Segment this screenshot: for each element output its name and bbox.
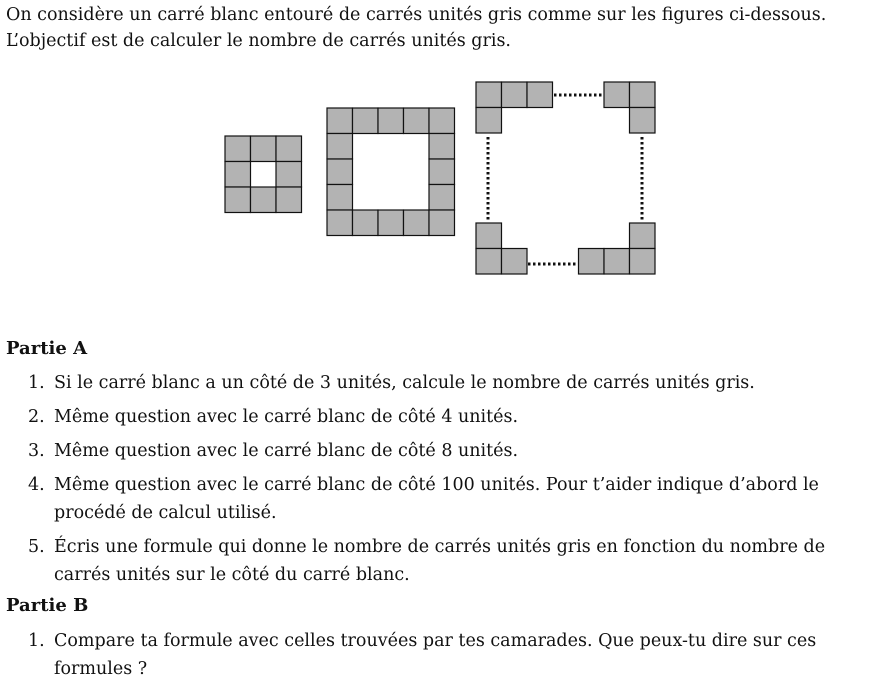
grey-unit-square: [378, 210, 404, 236]
grey-unit-square: [251, 187, 277, 213]
grey-unit-square: [276, 162, 302, 188]
figure-small-square: [225, 136, 302, 213]
grey-unit-square: [502, 249, 528, 275]
question-number: 1.: [28, 373, 45, 393]
grey-unit-square: [604, 249, 630, 275]
grey-unit-square: [251, 136, 277, 162]
grey-unit-square: [327, 185, 353, 211]
grey-unit-square: [604, 82, 630, 108]
grey-unit-square: [404, 108, 430, 134]
question-text: Compare ta formule avec celles trouvées par tes camarades. Que peux-tu dire sur ces formules ?: [54, 631, 817, 679]
question-number: 2.: [28, 407, 45, 427]
grey-unit-square: [630, 82, 656, 108]
figures-illustration: [0, 78, 894, 283]
grey-unit-square: [225, 187, 251, 213]
question-text: Même question avec le carré blanc de côté 8 unités.: [54, 441, 519, 461]
grey-unit-square: [276, 187, 302, 213]
question-a4: [28, 471, 886, 527]
grey-unit-square: [527, 82, 553, 108]
question-text: Écris une formule qui donne le nombre de carrés unités gris en fonction du nombre de carrés unités sur le côté du carré blanc.: [54, 537, 826, 585]
question-text: Si le carré blanc a un côté de 3 unités, calcule le nombre de carrés unités gris.: [54, 373, 755, 393]
question-number: 3.: [28, 441, 45, 461]
grey-unit-square: [404, 210, 430, 236]
question-a3: [28, 437, 886, 465]
grey-unit-square: [476, 82, 502, 108]
grey-unit-square: [476, 249, 502, 275]
grey-unit-square: [225, 136, 251, 162]
question-a1: [28, 369, 886, 397]
intro-text: On considère un carré blanc entouré de carrés unités gris comme sur les figures ci-dessous. L’objectif est de calculer le nombre de carrés unités gris.: [6, 5, 827, 51]
grey-unit-square: [429, 159, 455, 185]
grey-unit-square: [429, 210, 455, 236]
grey-unit-square: [429, 108, 455, 134]
grey-unit-square: [276, 136, 302, 162]
question-number: 1.: [28, 631, 45, 651]
figure-medium-square: [327, 108, 455, 236]
grey-unit-square: [476, 108, 502, 134]
grey-unit-square: [378, 108, 404, 134]
grey-unit-square: [353, 108, 379, 134]
figure-generic-square: [476, 82, 655, 274]
grey-unit-square: [630, 223, 656, 249]
grey-unit-square: [579, 249, 605, 275]
grey-unit-square: [502, 82, 528, 108]
part-b-title: Partie B: [6, 595, 89, 616]
question-b1: [28, 627, 886, 683]
question-text: Même question avec le carré blanc de côté 4 unités.: [54, 407, 519, 427]
grey-unit-square: [327, 108, 353, 134]
grey-unit-square: [630, 108, 656, 134]
grey-unit-square: [476, 223, 502, 249]
question-number: 5.: [28, 537, 45, 557]
part-a-title: Partie A: [6, 338, 88, 359]
grey-unit-square: [429, 134, 455, 160]
grey-unit-square: [429, 185, 455, 211]
grey-unit-square: [630, 249, 656, 275]
grey-unit-square: [327, 134, 353, 160]
question-a5: [28, 533, 886, 589]
question-a2: [28, 403, 886, 431]
grey-unit-square: [327, 159, 353, 185]
grey-unit-square: [225, 162, 251, 188]
grey-unit-square: [327, 210, 353, 236]
grey-unit-square: [353, 210, 379, 236]
question-text: Même question avec le carré blanc de côté 100 unités. Pour t’aider indique d’abord le procédé de calcul utilisé.: [54, 475, 819, 523]
question-number: 4.: [28, 475, 45, 495]
